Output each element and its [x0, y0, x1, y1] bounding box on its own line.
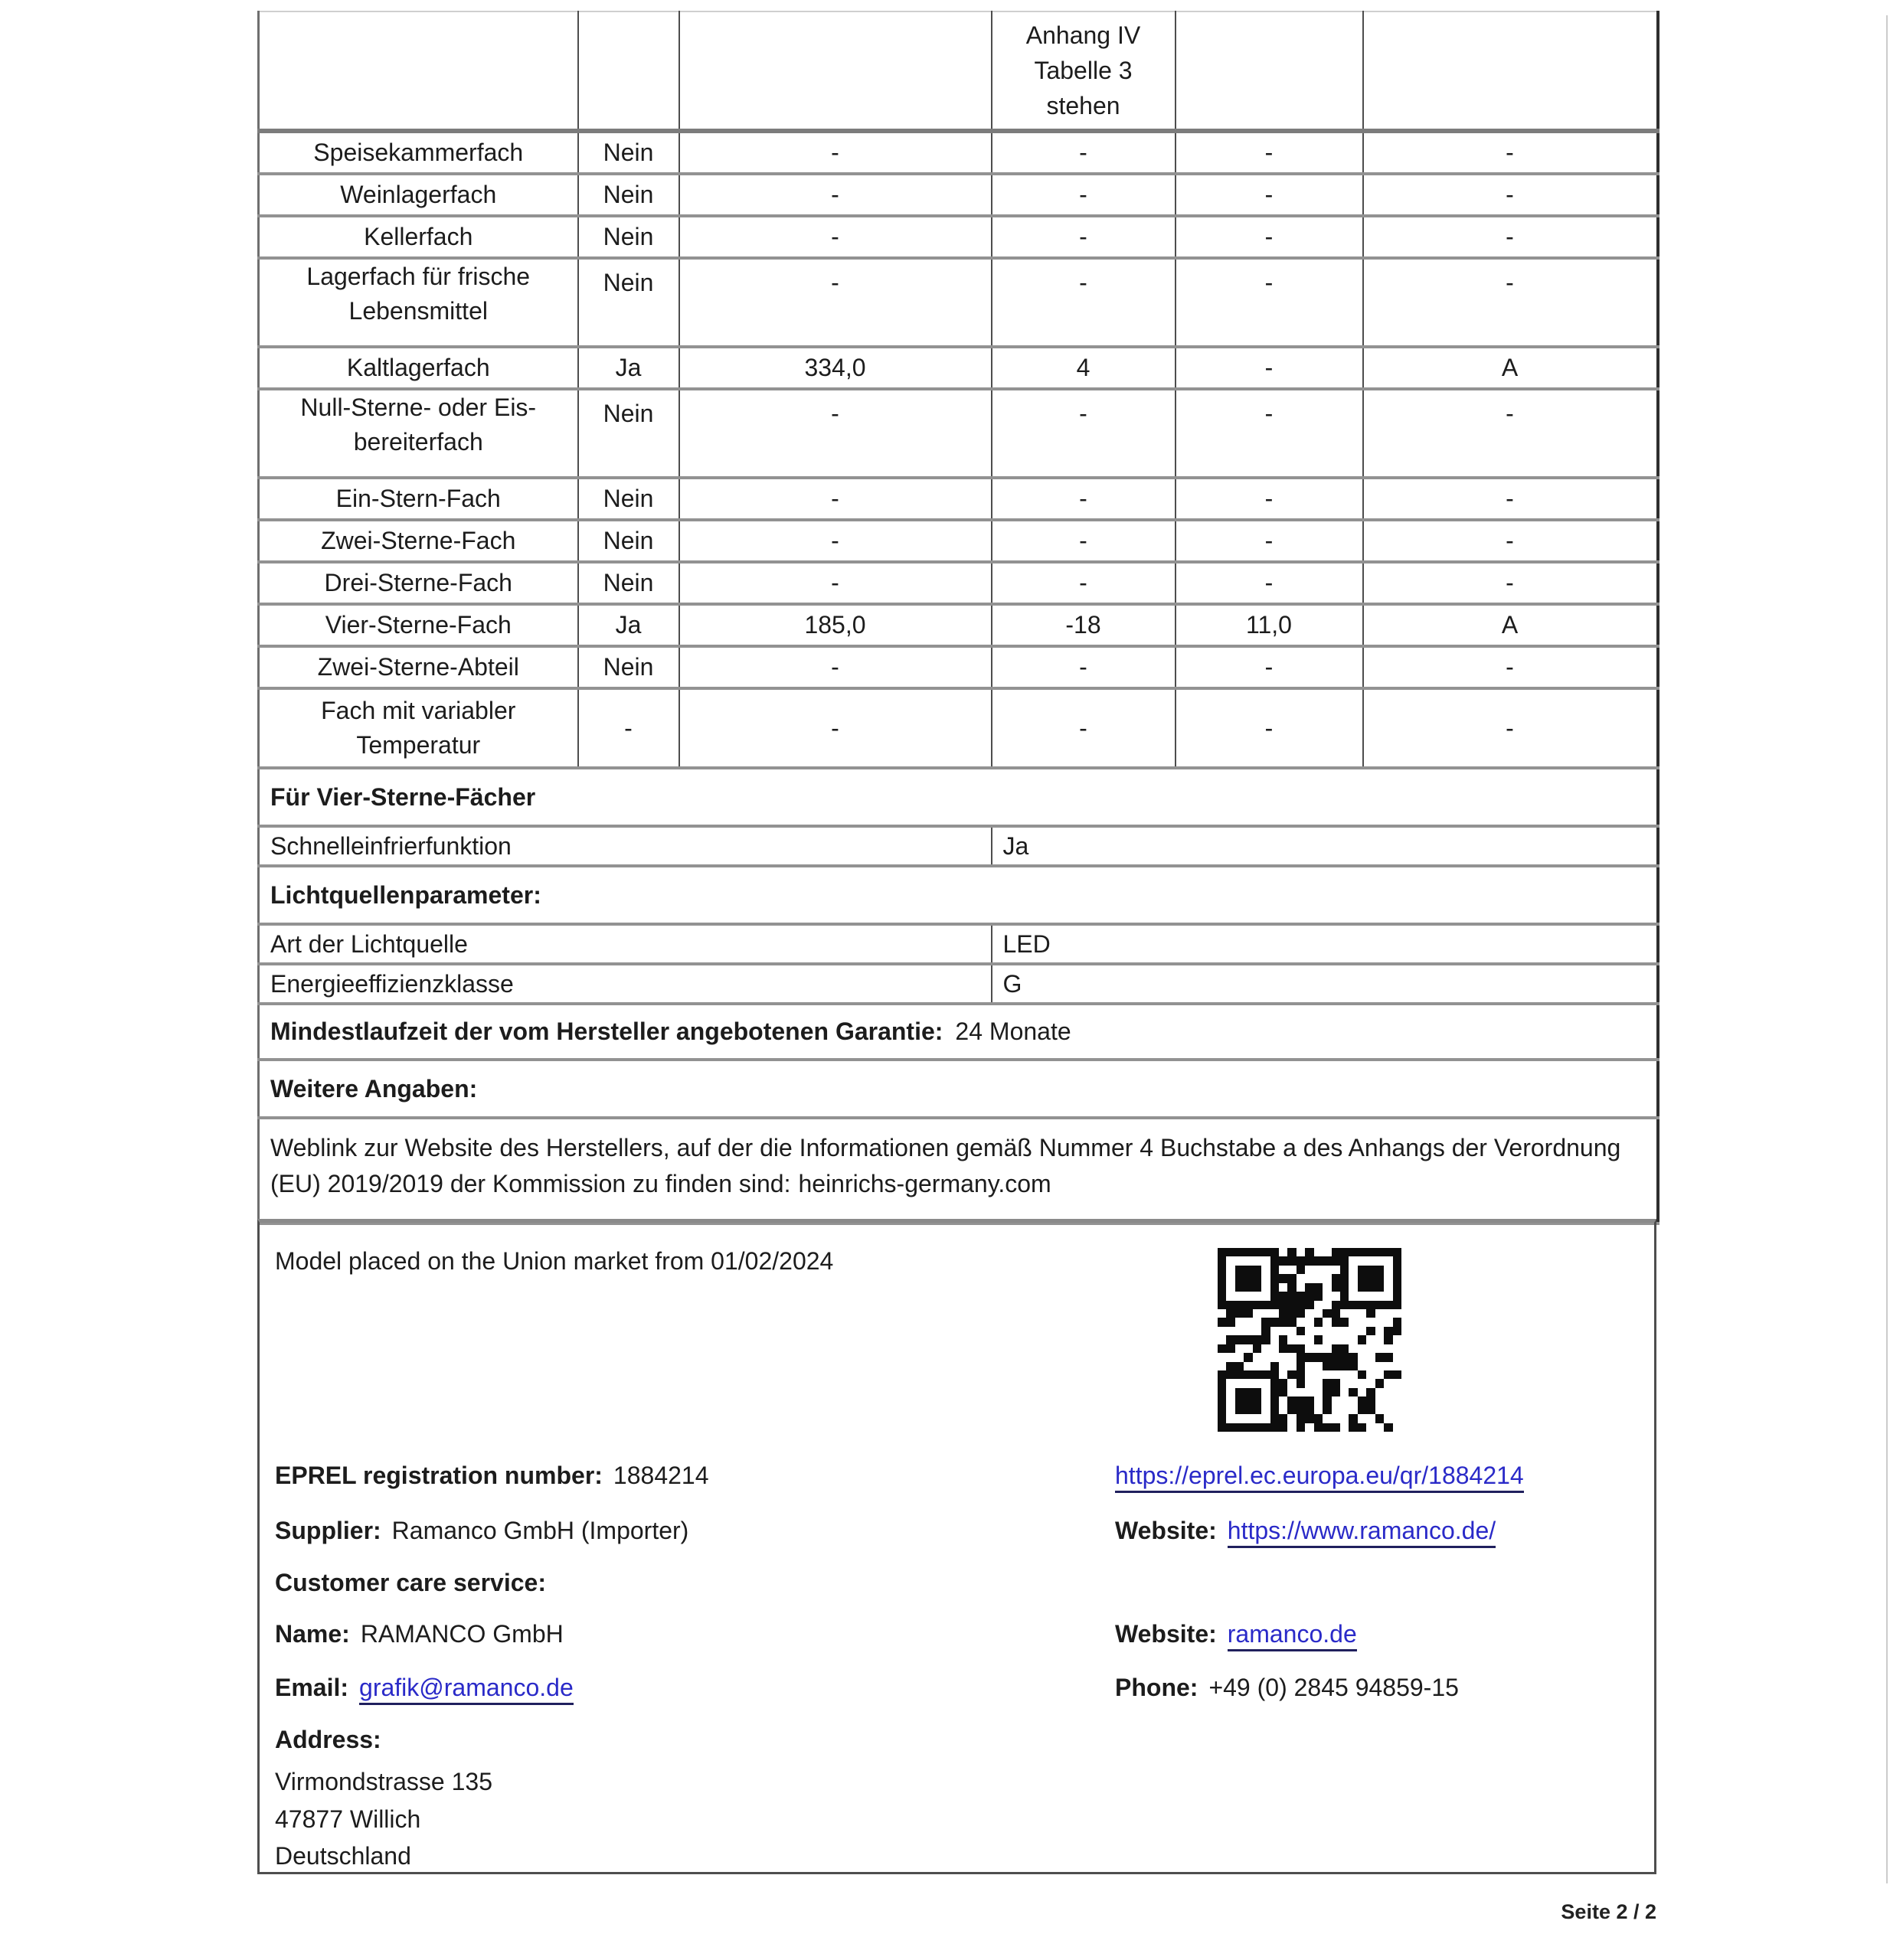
compartment-volume: - [679, 258, 992, 347]
compartment-volume: - [679, 520, 992, 562]
compartment-table [257, 11, 1659, 1225]
compartment-freezing-capacity: 11,0 [1176, 604, 1363, 646]
compartment-present: Nein [578, 389, 679, 478]
weblink-row [259, 1118, 1658, 1223]
eprel-registration-label: EPREL registration number: [275, 1462, 603, 1489]
compartment-name: Kaltlagerfach [259, 347, 578, 389]
compartment-volume: - [679, 389, 992, 478]
eprel-registration-value: 1884214 [613, 1462, 709, 1489]
table-row [259, 216, 1658, 258]
header-note-line: Anhang IV [1025, 21, 1141, 49]
compartment-temp: - [992, 216, 1176, 258]
name-label: Name: [275, 1620, 350, 1648]
compartment-temp: - [992, 688, 1176, 768]
table-row [259, 258, 1658, 347]
compartment-name: Null-Sterne- oder Eis-bereiterfach [259, 389, 578, 478]
header-cell-empty [578, 11, 679, 131]
table-row [259, 174, 1658, 216]
compartment-present: Nein [578, 646, 679, 688]
compartment-name: Drei-Sterne-Fach [259, 562, 578, 604]
header-cell-empty [1363, 11, 1658, 131]
table-row [259, 478, 1658, 520]
compartment-freezing-capacity: - [1176, 347, 1363, 389]
warranty-label: Mindestlaufzeit der vom Hersteller angebotenen Garantie: [270, 1018, 943, 1045]
compartment-freezing-capacity: - [1176, 258, 1363, 347]
compartment-volume: - [679, 688, 992, 768]
market-date-text: Model placed on the Union market from 01/02/2024 [275, 1247, 834, 1275]
weblink-value: heinrichs-germany.com [798, 1170, 1051, 1197]
compartment-defrost: - [1363, 478, 1658, 520]
email-label: Email: [275, 1674, 349, 1701]
supplier-website-link[interactable]: https://www.ramanco.de/ [1228, 1517, 1496, 1548]
compartment-present: Nein [578, 562, 679, 604]
table-header-row [259, 11, 1658, 131]
compartment-volume: - [679, 646, 992, 688]
care-name-line [275, 1619, 564, 1649]
compartment-temp: - [992, 478, 1176, 520]
compartment-freezing-capacity: - [1176, 131, 1363, 174]
care-email-line [275, 1672, 574, 1703]
warranty-cell [259, 1004, 1658, 1060]
compartment-defrost: - [1363, 520, 1658, 562]
compartment-name: Weinlagerfach [259, 174, 578, 216]
header-cell-empty [679, 11, 992, 131]
weblink-label: Weblink zur Website des Herstellers, auf der die Informationen gemäß Nummer 4 Buchstabe a des Anhangs der Verordnung (EU) 2019/2019 der Kommission zu finden sind: [270, 1134, 1621, 1197]
compartment-defrost: - [1363, 688, 1658, 768]
four-star-section-header: Für Vier-Sterne-Fächer [259, 768, 1658, 826]
compartment-present: Ja [578, 604, 679, 646]
compartment-temp: - [992, 520, 1176, 562]
compartment-defrost: - [1363, 646, 1658, 688]
header-note-line: stehen [1046, 92, 1120, 119]
compartment-volume: - [679, 478, 992, 520]
phone-value: +49 (0) 2845 94859-15 [1208, 1674, 1459, 1701]
compartment-defrost: - [1363, 562, 1658, 604]
fast-freeze-label: Schnelleinfrierfunktion [259, 826, 992, 866]
fast-freeze-value: Ja [992, 826, 1658, 866]
compartment-temp: - [992, 389, 1176, 478]
light-source-section-header: Lichtquellenparameter: [259, 866, 1658, 924]
address-line: 47877 Willich [275, 1805, 421, 1833]
compartment-name: Zwei-Sterne-Abteil [259, 646, 578, 688]
compartment-freezing-capacity: - [1176, 646, 1363, 688]
care-email-link[interactable]: grafik@ramanco.de [359, 1674, 574, 1705]
compartment-defrost: - [1363, 216, 1658, 258]
compartment-name: Fach mit variabler Temperatur [259, 688, 578, 768]
supplier-website-line [1115, 1515, 1496, 1546]
compartment-freezing-capacity: - [1176, 174, 1363, 216]
compartment-freezing-capacity: - [1176, 562, 1363, 604]
compartment-name: Kellerfach [259, 216, 578, 258]
section-header-row [259, 1060, 1658, 1118]
table-row [259, 389, 1658, 478]
compartment-freezing-capacity: - [1176, 478, 1363, 520]
compartment-defrost: - [1363, 131, 1658, 174]
compartment-volume: 334,0 [679, 347, 992, 389]
compartment-temp: - [992, 646, 1176, 688]
compartment-freezing-capacity: - [1176, 520, 1363, 562]
header-cell-empty [1176, 11, 1363, 131]
compartment-present: Nein [578, 174, 679, 216]
compartment-volume: - [679, 174, 992, 216]
address-line: Virmondstrasse 135 [275, 1768, 492, 1795]
compartment-temp: -18 [992, 604, 1176, 646]
table-row [259, 604, 1658, 646]
supplier-label: Supplier: [275, 1517, 381, 1544]
compartment-defrost: - [1363, 258, 1658, 347]
name-value: RAMANCO GmbH [360, 1620, 564, 1648]
address-line: Deutschland [275, 1842, 411, 1870]
compartment-present: Nein [578, 216, 679, 258]
address-header: Address: [275, 1726, 381, 1753]
compartment-freezing-capacity: - [1176, 688, 1363, 768]
table-row [259, 688, 1658, 768]
compartment-present: Ja [578, 347, 679, 389]
qr-code [1218, 1248, 1401, 1432]
supplier-line [275, 1515, 688, 1546]
compartment-volume: 185,0 [679, 604, 992, 646]
light-energy-class-row [259, 964, 1658, 1004]
eprel-qr-link[interactable]: https://eprel.ec.europa.eu/qr/1884214 [1115, 1462, 1524, 1493]
warranty-value: 24 Monate [955, 1018, 1071, 1045]
website-label: Website: [1115, 1620, 1217, 1648]
light-source-type-value: LED [992, 924, 1658, 964]
compartment-freezing-capacity: - [1176, 389, 1363, 478]
scan-edge-artifact [1886, 15, 1888, 1883]
section-header-row [259, 866, 1658, 924]
table-row [259, 646, 1658, 688]
light-energy-class-label: Energieeffizienzklasse [259, 964, 992, 1004]
care-website-link[interactable]: ramanco.de [1228, 1620, 1357, 1651]
compartment-present: - [578, 688, 679, 768]
page-number: Seite 2 / 2 [1561, 1900, 1656, 1923]
compartment-volume: - [679, 562, 992, 604]
eprel-link-line [1115, 1460, 1524, 1491]
compartment-temp: - [992, 562, 1176, 604]
table-row [259, 347, 1658, 389]
supplier-value: Ramanco GmbH (Importer) [391, 1517, 689, 1544]
section-header-row [259, 768, 1658, 826]
compartment-temp: - [992, 174, 1176, 216]
care-website-line [1115, 1619, 1357, 1649]
compartment-volume: - [679, 131, 992, 174]
compartment-volume: - [679, 216, 992, 258]
compartment-present: Nein [578, 258, 679, 347]
care-phone-line [1115, 1672, 1459, 1703]
compartment-name: Lagerfach für frische Lebensmittel [259, 258, 578, 347]
fast-freeze-row [259, 826, 1658, 866]
compartment-present: Nein [578, 131, 679, 174]
compartment-temp: 4 [992, 347, 1176, 389]
table-row [259, 520, 1658, 562]
supplier-info-box [257, 1219, 1656, 1874]
table-row [259, 562, 1658, 604]
compartment-present: Nein [578, 520, 679, 562]
compartment-freezing-capacity: - [1176, 216, 1363, 258]
eprel-registration-line [275, 1460, 709, 1491]
website-label: Website: [1115, 1517, 1217, 1544]
compartment-temp: - [992, 258, 1176, 347]
phone-label: Phone: [1115, 1674, 1198, 1701]
compartment-defrost: - [1363, 389, 1658, 478]
light-energy-class-value: G [992, 964, 1658, 1004]
light-source-type-row [259, 924, 1658, 964]
more-info-section-header: Weitere Angaben: [259, 1060, 1658, 1118]
light-source-type-label: Art der Lichtquelle [259, 924, 992, 964]
compartment-temp: - [992, 131, 1176, 174]
compartment-name: Zwei-Sterne-Fach [259, 520, 578, 562]
table-row [259, 131, 1658, 174]
header-note-line: Tabelle 3 [1034, 57, 1133, 84]
compartment-name: Ein-Stern-Fach [259, 478, 578, 520]
compartment-name: Vier-Sterne-Fach [259, 604, 578, 646]
compartment-defrost: A [1363, 604, 1658, 646]
header-note-cell [992, 11, 1176, 131]
compartment-present: Nein [578, 478, 679, 520]
header-cell-empty [259, 11, 578, 131]
warranty-row [259, 1004, 1658, 1060]
compartment-defrost: - [1363, 174, 1658, 216]
compartment-name: Speisekammerfach [259, 131, 578, 174]
customer-care-header: Customer care service: [275, 1569, 546, 1596]
weblink-cell [259, 1118, 1658, 1223]
compartment-defrost: A [1363, 347, 1658, 389]
